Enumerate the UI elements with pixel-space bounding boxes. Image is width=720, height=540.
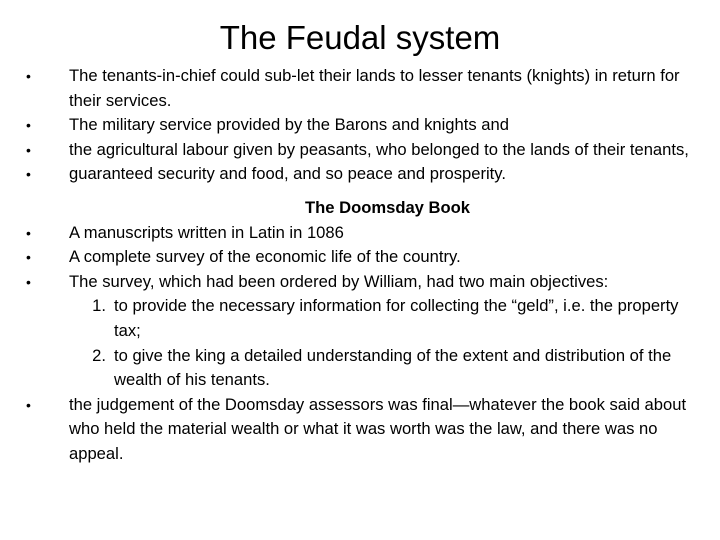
bullet-text: A manuscripts written in Latin in 1086: [69, 222, 344, 242]
doomsday-bullet-3: [26, 270, 706, 295]
objective-number: 2.: [92, 345, 106, 365]
objective-2: [26, 344, 706, 393]
bullet-icon: •: [26, 224, 31, 241]
feudal-bullet-4: [26, 162, 706, 187]
bullet-text: the agricultural labour given by peasants, who belonged to the lands of their tenants,: [69, 139, 689, 159]
bullet-icon: •: [26, 68, 31, 84]
bullet-icon: •: [26, 117, 31, 134]
doomsday-bullet-2: [26, 245, 706, 270]
bullet-icon: •: [26, 166, 31, 183]
bullet-text: The tenants-in-chief could sub-let their lands to lesser tenants (knights) in return for their services.: [69, 66, 680, 110]
feudal-bullet-2: [26, 113, 706, 138]
feudal-bullet-1: [26, 64, 706, 113]
bullet-text: The survey, which had been ordered by William, had two main objectives:: [69, 271, 609, 291]
bullet-text: the judgement of the Doomsday assessors was final—whatever the book said about who held the material wealth or what it was worth was the law, and there was no appeal.: [69, 394, 687, 463]
feudal-bullet-3: [26, 138, 706, 163]
bullet-icon: •: [26, 273, 31, 290]
objective-number: 1.: [92, 296, 106, 316]
objective-1: [26, 294, 706, 343]
bullet-text: The military service provided by the Barons and knights and: [69, 115, 509, 135]
doomsday-bullet-1: [26, 221, 706, 246]
slide-title: The Feudal system: [219, 19, 501, 56]
bullet-text: guaranteed security and food, and so peace and prosperity.: [69, 164, 506, 184]
objective-text: to give the king a detailed understanding of the extent and distribution of the wealth of his tenants.: [114, 345, 672, 390]
bullet-icon: •: [26, 141, 31, 158]
bullet-icon: •: [26, 249, 31, 266]
objective-text: to provide the necessary information for collecting the “geld”, i.e. the property tax;: [114, 296, 679, 340]
bullet-icon: •: [26, 396, 31, 413]
bullet-text: A complete survey of the economic life of the country.: [69, 247, 461, 267]
doomsday-heading: The Doomsday Book: [304, 197, 471, 217]
slide-body: [26, 64, 706, 467]
doomsday-bullet-4: [26, 393, 706, 467]
